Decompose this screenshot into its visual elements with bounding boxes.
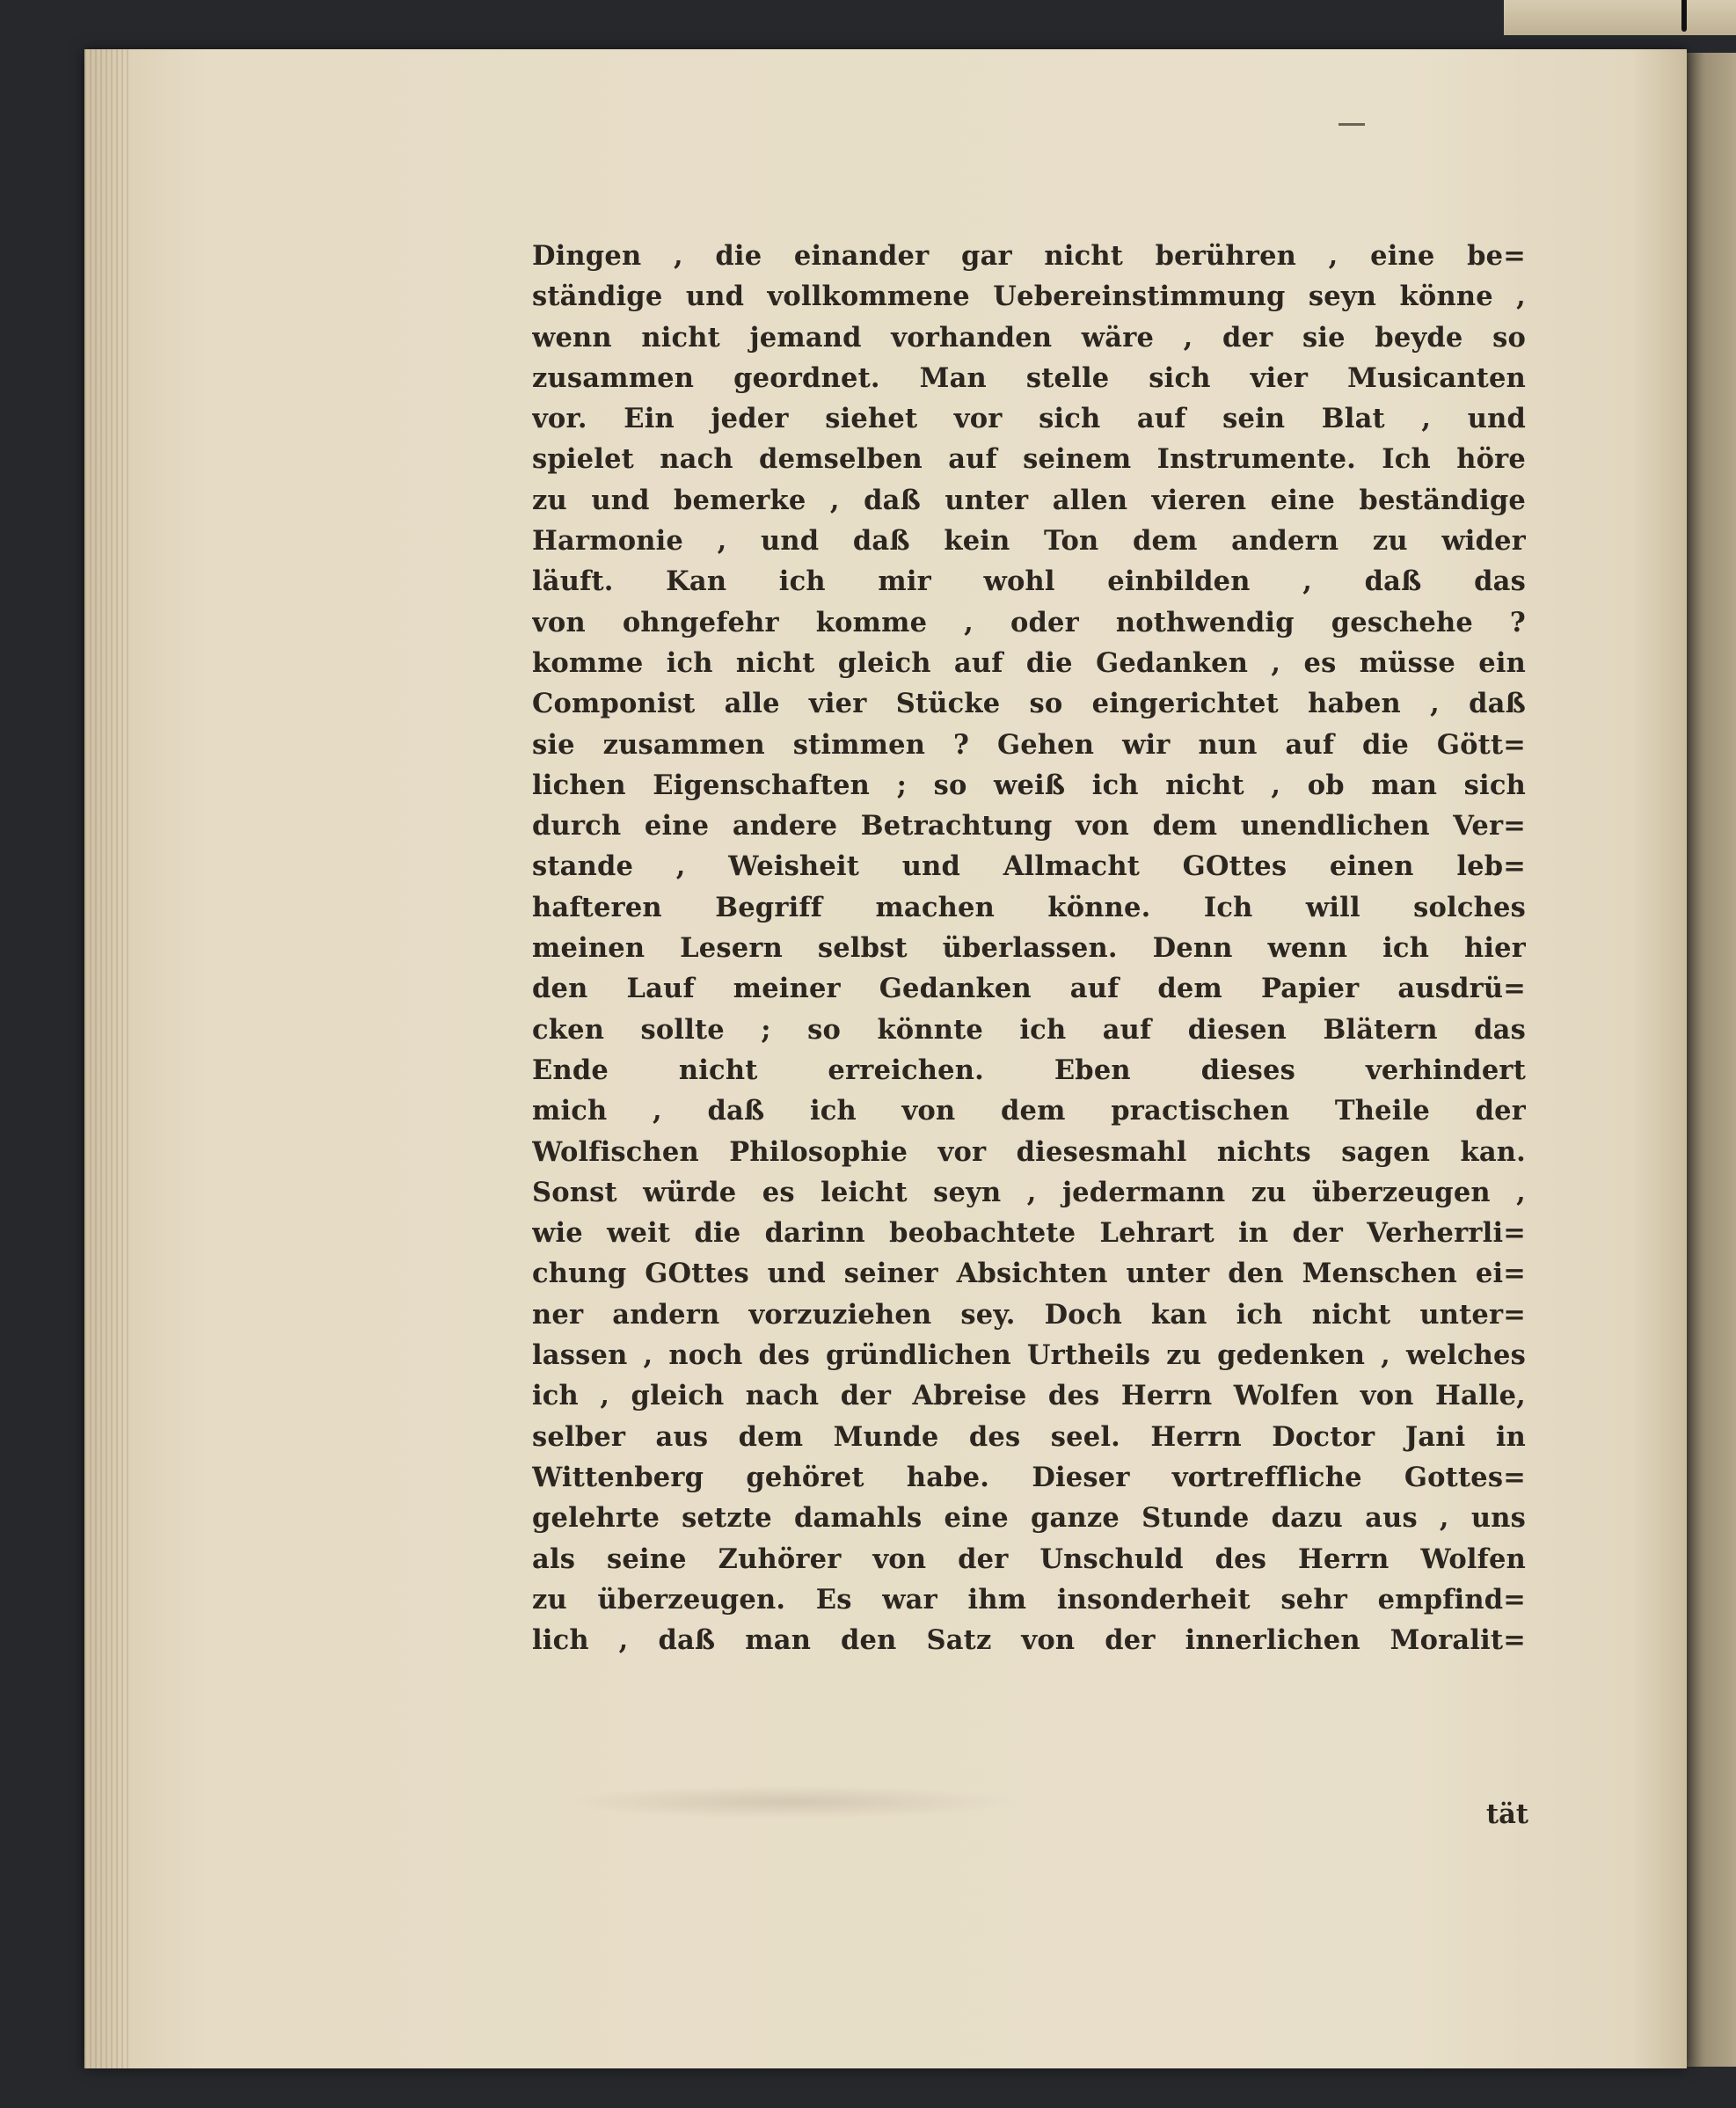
text-line: gelehrte setzte damahls eine ganze Stunde dazu aus , uns xyxy=(532,1502,1526,1535)
text-line: ständige und vollkommene Uebereinstimmung seyn könne , xyxy=(532,281,1526,313)
text-line: Ende nicht erreichen. Eben dieses verhindert xyxy=(532,1054,1526,1086)
text-line: vor. Ein jeder siehet vor sich auf sein Blat , und xyxy=(532,403,1526,435)
adjacent-page-edge xyxy=(1687,53,1736,2067)
text-line: durch eine andere Betrachtung von dem unendlichen Ver= xyxy=(532,810,1526,842)
text-line: hafteren Begriff machen könne. Ich will solches xyxy=(532,891,1526,923)
catchword: tät xyxy=(1486,1798,1528,1830)
bookmark-ribbon xyxy=(1681,0,1687,32)
text-line: stande , Weisheit und Allmacht GOttes einen leb= xyxy=(532,850,1526,883)
text-line: den Lauf meiner Gedanken auf dem Papier ausdrü= xyxy=(532,973,1526,1005)
text-line: lich , daß man den Satz von der innerlichen Moralit= xyxy=(532,1624,1526,1657)
text-line: als seine Zuhörer von der Unschuld des Herrn Wolfen xyxy=(532,1543,1526,1575)
text-line: lichen Eigenschaften ; so weiß ich nicht , ob man sich xyxy=(532,769,1526,801)
text-line: lassen , noch des gründlichen Urtheils zu gedenken , welches xyxy=(532,1339,1526,1372)
ink-mark xyxy=(1338,123,1365,126)
text-line: wenn nicht jemand vorhanden wäre , der sie beyde so xyxy=(532,321,1526,354)
text-line: ich , gleich nach der Abreise des Herrn Wolfen von Halle, xyxy=(532,1380,1526,1412)
text-line: zu überzeugen. Es war ihm insonderheit sehr empfind= xyxy=(532,1583,1526,1616)
text-line: ner andern vorzuziehen sey. Doch kan ich nicht unter= xyxy=(532,1298,1526,1331)
text-line: Wittenberg gehöret habe. Dieser vortreffliche Gottes= xyxy=(532,1461,1526,1493)
text-line: chung GOttes und seiner Absichten unter den Menschen ei= xyxy=(532,1258,1526,1290)
top-margin-strip xyxy=(1504,0,1736,35)
text-line: zusammen geordnet. Man stelle sich vier Musicanten xyxy=(532,361,1526,394)
text-line: von ohngefehr komme , oder nothwendig geschehe ? xyxy=(532,606,1526,638)
body-text xyxy=(532,236,1526,1660)
show-through-smudge xyxy=(563,1785,1020,1819)
text-line: Componist alle vier Stücke so eingerichtet haben , daß xyxy=(532,688,1526,720)
page-gutter xyxy=(84,49,130,2068)
text-line: Wolfischen Philosophie vor diesesmahl nichts sagen kan. xyxy=(532,1135,1526,1168)
text-line: Harmonie , und daß kein Ton dem andern zu wider xyxy=(532,525,1526,558)
text-line: selber aus dem Munde des seel. Herrn Doctor Jani in xyxy=(532,1420,1526,1453)
text-line: Dingen , die einander gar nicht berühren , eine be= xyxy=(532,240,1526,272)
text-line: Sonst würde es leicht seyn , jedermann zu überzeugen , xyxy=(532,1176,1526,1208)
text-line: meinen Lesern selbst überlassen. Denn wenn ich hier xyxy=(532,932,1526,965)
text-line: cken sollte ; so könnte ich auf diesen Blätern das xyxy=(532,1013,1526,1046)
text-line: mich , daß ich von dem practischen Theile der xyxy=(532,1095,1526,1127)
text-line: zu und bemerke , daß unter allen vieren eine beständige xyxy=(532,484,1526,516)
text-line: spielet nach demselben auf seinem Instrumente. Ich höre xyxy=(532,443,1526,476)
text-line: sie zusammen stimmen ? Gehen wir nun auf die Gött= xyxy=(532,728,1526,761)
text-line: läuft. Kan ich mir wohl einbilden , daß das xyxy=(532,565,1526,598)
text-line: wie weit die darinn beobachtete Lehrart in der Verherrli= xyxy=(532,1217,1526,1250)
text-line: komme ich nicht gleich auf die Gedanken , es müsse ein xyxy=(532,646,1526,679)
